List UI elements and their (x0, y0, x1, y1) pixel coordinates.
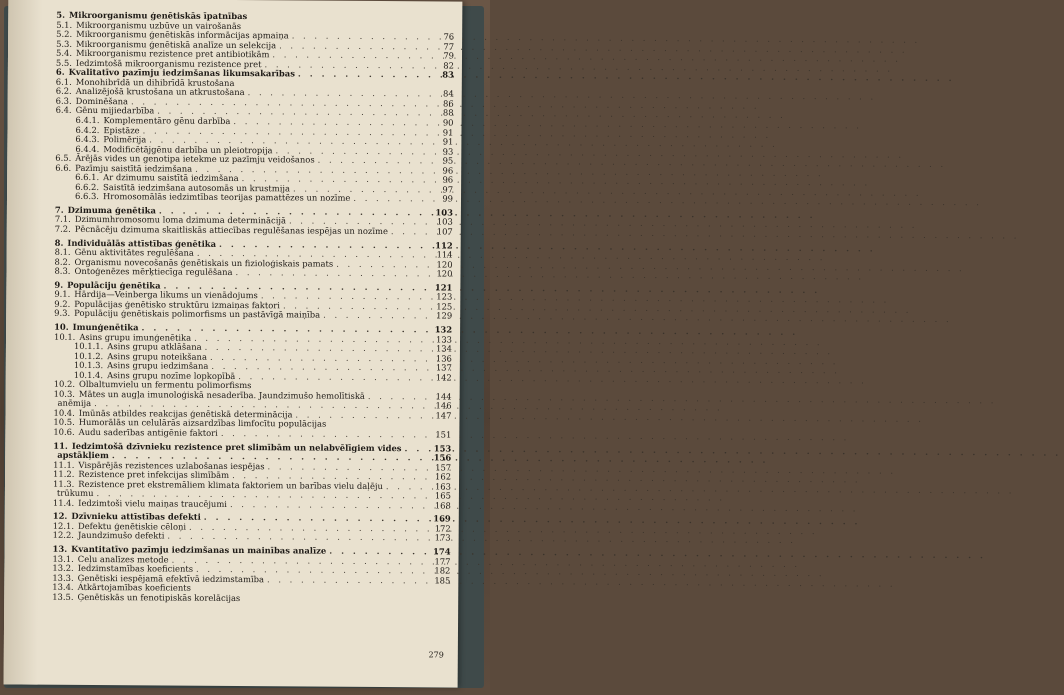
toc-entry-number: 7.2. (54, 223, 71, 234)
toc-entry-title: Iedzimtošā dzīvnieku rezistence pret slimībām un nelabvēlīgiem vides (71, 440, 402, 453)
toc-entry-number: 6.1. (55, 76, 72, 87)
toc-page-number: 185 (434, 575, 451, 586)
toc-entry-number: 11.1. (53, 459, 75, 470)
toc-entry-title: Kvantitatīvo pazīmju iedzimšanas un mainības analīze (71, 543, 327, 556)
toc-page-number: 129 (436, 310, 453, 321)
toc-page-number: 96 (442, 174, 454, 185)
toc-entry-number: 13. (52, 543, 68, 554)
toc-entry-title: Olbaltumvielu un fermentu polimorfisms (78, 379, 252, 391)
toc-entry-title: Rezistence pret infekcijas slimībām (78, 469, 230, 481)
toc-entry-title: Ārējās vides un genotipa ietekme uz pazīmju veidošanos (75, 153, 315, 165)
toc-entry-title: Populāciju ģenētika (67, 279, 161, 291)
toc-entry-number: 8. (54, 237, 64, 248)
book-page (4, 0, 463, 688)
toc-page-number: 114 (436, 249, 453, 260)
toc-entry-title: Gēnu aktivitātes regulēšana (74, 247, 194, 258)
toc-entry-number: 5.5. (55, 57, 72, 68)
toc-page-number: 173 (434, 532, 451, 543)
toc-entry-title: Asins grupu noteikšana (107, 350, 208, 362)
toc-page-number: 121 (434, 282, 453, 293)
toc-entry-number: 6.6. (55, 162, 72, 173)
toc-entry-title: Ontoģenēzes mērķtiecīga regulēšana (74, 266, 233, 278)
toc-entry-title: Audu saderības antigēnie faktori (78, 426, 218, 438)
toc-dot-leader (326, 427, 431, 428)
toc-entry (53, 428, 451, 440)
toc-entry-number: 10.1.2. (73, 350, 104, 361)
toc-entry-title: Iedzimtoši vielu maiņas traucējumi (78, 497, 228, 509)
toc-entry-number: 12. (52, 511, 68, 522)
toc-entry-title: Gēnu mijiedarbība (75, 105, 155, 116)
toc-entry-number: 12.2. (52, 530, 75, 541)
toc-entry-title: Dzīvnieku attīstības defekti (71, 511, 201, 523)
toc-entry-title: Ģenētiski iespējamā efektīvā iedzimstamība (77, 572, 265, 584)
toc-entry-title: Humorālās un celulārās aizsardzības limfocītu populācijas (78, 417, 327, 430)
toc-entry-title: Polimērija (103, 134, 147, 145)
toc-page-number: 146 (435, 400, 452, 411)
toc-page-number: 132 (434, 324, 453, 335)
toc-entry-number: 7.1. (54, 214, 71, 225)
toc-entry-title: Kvalitatīvo pazīmju iedzimšanas likumsakarības (68, 67, 295, 79)
toc-page-number: 136 (435, 353, 452, 364)
toc-entry-number: 10.6. (53, 426, 75, 437)
toc-entry-title: Ceļu analīzes metode (77, 553, 169, 565)
toc-entry-number: 13.2. (52, 562, 74, 573)
toc-entry (55, 192, 453, 204)
toc-page-number: 137 (435, 362, 452, 373)
toc-entry-title: Pazīmju saistītā iedzimšana (75, 162, 193, 174)
toc-entry-number: 11.4. (52, 497, 75, 508)
toc-entry-title: Mikroorganismu rezistence pret antibiotikām (75, 48, 270, 60)
toc-entry-title: Rezistence pret ekstremāliem klimata faktoriem un barības vielu daļēju (78, 478, 383, 491)
toc-page-number: 144 (435, 391, 452, 402)
toc-page-number: 165 (434, 490, 451, 501)
toc-entry-number: 6.4.3. (75, 134, 100, 145)
toc-page-number: 76 (443, 31, 455, 42)
toc-entry-title: Asins grupu imunģenētika (79, 331, 192, 343)
toc-entry-number: 12.1. (52, 520, 75, 531)
toc-page-number: 95 (442, 155, 454, 166)
toc-dot-leader (247, 19, 434, 20)
toc-page-number: 82 (443, 60, 454, 71)
toc-page-number: 107 (436, 226, 453, 237)
toc-entry-title: Defektu ģenētiskie cēloņi (77, 520, 187, 532)
toc-entry-number: 9.1. (54, 289, 71, 300)
toc-page-number: 123 (436, 291, 453, 302)
toc-entry-number: 6.2. (55, 86, 72, 97)
toc-entry-title: Iedzimstamības koeficients (77, 562, 194, 574)
toc-entry-number: 8.2. (54, 256, 71, 267)
toc-entry-title: Asins grupu atklāšana (107, 341, 202, 352)
toc-page-number: 177 (434, 555, 451, 567)
toc-entry-number: 6.4.4. (75, 143, 100, 154)
toc-entry-title: Hārdija—Veinberga likums un vienādojums (74, 289, 258, 301)
toc-page-number: 83 (442, 69, 454, 80)
toc-page-number: 182 (434, 565, 451, 576)
toc-entry-title: Mātes un augļa imunoloģiskā nesaderība. Jaundzimušo hemolītiskā (78, 388, 365, 401)
toc-page-number: 163 (434, 481, 452, 492)
toc-entry-title: Dominēšana (75, 95, 129, 107)
toc-page-number: 88 (442, 107, 454, 119)
toc-page-number: 91 (442, 127, 454, 138)
toc-entry (55, 225, 453, 237)
toc-page-number: 90 (442, 117, 454, 128)
toc-entry-number: 6.5. (55, 152, 72, 164)
toc-entry-number: 5.1. (56, 19, 73, 30)
toc-entry-number: 10.1.3. (73, 360, 104, 371)
toc-entry-title: Asins grupu nozīme lopkopībā (107, 369, 236, 381)
toc-entry-title: Dzimuma ģenētika (67, 204, 156, 216)
toc-dot-leader (227, 500, 431, 511)
toc-entry-number: 10.5. (53, 417, 75, 428)
toc-page-number: 96 (442, 165, 454, 176)
toc-dot-leader (235, 372, 432, 383)
toc-entry-title: Imūnās atbildes reakcijas ģenētiskā determinācija (78, 407, 293, 420)
toc-entry-number: 7. (54, 204, 64, 215)
toc-dot-leader (350, 194, 433, 204)
toc-entry-number: 13.3. (52, 572, 74, 583)
toc-entry-number: 9.3. (54, 308, 71, 319)
toc-entry-number: 5.3. (56, 38, 73, 49)
toc-page-number: 156 (433, 452, 452, 463)
toc-entry-title: Analizējošā krustošana un atkrustošana (75, 86, 245, 98)
toc-dot-leader (240, 601, 430, 602)
toc-entry-number: 6.4.1. (75, 114, 100, 126)
toc-page-number: 134 (435, 343, 453, 354)
toc-entry-number: 13.1. (52, 553, 74, 564)
toc-entry-number: 6.4. (55, 105, 72, 116)
toc-entry-number: 10.4. (53, 407, 75, 418)
toc-page-number: 151 (435, 429, 452, 440)
toc-page-number: 120 (436, 259, 453, 270)
toc-entry-title: Mikroorganismu ģenētiskās informācijas apmaiņa (76, 28, 289, 41)
toc-entry-title: Individuālās attīstības ģenētika (67, 237, 217, 249)
toc-entry-number: 9. (54, 279, 64, 290)
toc-dot-leader (164, 532, 430, 543)
toc-entry-number: 10.3. (53, 388, 75, 399)
toc-entry-number: 5. (56, 9, 66, 20)
toc-page-number: 112 (435, 239, 453, 251)
toc-entry-number: 6.6.3. (74, 191, 100, 202)
toc-page-number: 157 (435, 462, 452, 473)
toc-entry-number: 8.1. (54, 246, 71, 257)
toc-page-number: 93 (442, 146, 454, 157)
toc-page-number: 125 (436, 301, 453, 312)
toc-entry-number: 11. (53, 440, 68, 451)
toc-entry-title: Pēcnācēju dzimuma skaitliskās attiecības regulēšanas iespējas un nozīme (74, 223, 388, 237)
toc-dot-leader (233, 268, 433, 279)
toc-entry (52, 592, 450, 604)
toc-page-number: 91 (442, 136, 454, 147)
toc-entry-title: Atkārtojamības koeficients (77, 582, 191, 593)
toc-entry-number: 6.4.2. (75, 124, 100, 135)
toc-page-number: 169 (433, 513, 451, 524)
toc-entry-number: 10.2. (53, 378, 76, 390)
table-of-contents (52, 11, 455, 674)
toc-entry-title: Populācijas ģenētisko struktūru izmaiņas faktori (74, 298, 281, 311)
toc-entry-title: Organismu novecošanās ģenētiskais un fizioloģiskais pamats (74, 256, 334, 269)
toc-entry-title: Vispārējās rezistences uzlabošanas iespējas (78, 459, 265, 471)
toc-page-number: 147 (435, 410, 452, 421)
toc-page-number: 97 (442, 184, 454, 195)
toc-entry-number: 6. (55, 67, 65, 78)
toc-entry-number: 10. (54, 321, 69, 332)
toc-entry-title: Komplementāro gēnu darbība (103, 115, 231, 126)
toc-entry (54, 267, 452, 279)
toc-entry (54, 309, 452, 321)
toc-page-number: 103 (435, 207, 453, 218)
toc-entry-title: Imunģenētika (72, 321, 139, 333)
toc-dot-leader (218, 429, 432, 440)
toc-entry-title: Modificētājgēnu darbība un pleiotropija (103, 143, 273, 155)
toc-entry-title: Mikroorganismu ģenētiskā analīze un selekcija (76, 38, 277, 50)
toc-entry-title: trūkumu (56, 488, 94, 499)
toc-entry-number: 13.5. (52, 591, 74, 602)
page-gutter (4, 0, 43, 685)
toc-entry-title: Ar dzimumu saistītā iedzimšana (103, 172, 239, 184)
toc-entry-title: Jaundzimušo defekti (77, 530, 165, 541)
toc-page-number: 133 (435, 333, 453, 345)
toc-entry-title: Saistītā iedzimšana autosomās un krustmija (103, 181, 291, 194)
toc-page-number: 120 (436, 268, 453, 279)
toc-entry (53, 499, 451, 511)
toc-page-number: 172 (434, 523, 451, 534)
toc-entry-title: Iedzimtošā mikroorganismu rezistence pret (75, 57, 262, 69)
toc-page-number: 86 (442, 98, 454, 109)
toc-entry-title: Ģenētiskās un fenotipiskās korelācijas (77, 591, 241, 603)
toc-page-number: 153 (433, 442, 452, 454)
toc-entry-title: apstākļiem (57, 449, 109, 461)
toc-dot-leader (264, 575, 430, 586)
toc-entry-number: 6.6.1. (75, 172, 100, 183)
toc-entry-title: Populāciju ģenētiskais polimorfisms un pastāvīgā maiņība (74, 308, 321, 321)
toc-entry-number: 9.2. (54, 298, 71, 309)
toc-page-number: 99 (442, 193, 454, 204)
toc-page-number: 79 (443, 50, 455, 61)
toc-entry (53, 531, 451, 543)
toc-entry-number: 11.3. (52, 478, 75, 489)
toc-entry-title: Hromosomālās iedzimtības teorijas pamattēzes un nozīme (102, 191, 351, 204)
toc-entry-number: 11.2. (53, 468, 75, 480)
toc-entry-number: 10.1. (54, 331, 76, 342)
toc-dot-leader (295, 70, 434, 81)
toc-entry-title: anēmija (57, 398, 92, 409)
toc-entry-number: 10.1.1. (73, 340, 104, 352)
toc-page-number: 103 (436, 216, 453, 228)
toc-entry-number: 6.6.2. (75, 181, 100, 192)
toc-page-number: 168 (434, 500, 451, 511)
toc-page-number: 174 (433, 546, 451, 557)
toc-page-number: 142 (435, 372, 452, 383)
toc-dot-leader (320, 311, 432, 321)
toc-dot-leader (388, 227, 433, 237)
toc-entry-title: Mikroorganismu ģenētiskās īpatnības (69, 9, 248, 22)
toc-page-number: 162 (435, 471, 452, 482)
toc-entry-number: 13.4. (52, 581, 74, 593)
page-number: 279 (428, 650, 444, 660)
toc-entry-number: 5.2. (56, 28, 73, 39)
toc-page-number: 84 (443, 88, 454, 99)
toc-entry-title: Monohibrīdā un dihibrīdā krustošana (75, 76, 235, 88)
toc-entry-title: Epistāze (103, 124, 140, 135)
toc-page-number: 77 (443, 41, 455, 52)
toc-entry-title: Mikroorganismu uzbūve un vairošanās (76, 19, 242, 31)
toc-entry-title: Asins grupu iedzimšana (107, 360, 209, 371)
toc-entry-number: 6.3. (55, 95, 72, 106)
toc-entry-number: 8.3. (54, 265, 71, 277)
toc-entry-number: 5.4. (55, 47, 73, 59)
toc-entry-title: Dzimumhromosomu loma dzimuma determinācijā (74, 214, 287, 226)
toc-entry-number: 10.1.4. (73, 369, 104, 380)
